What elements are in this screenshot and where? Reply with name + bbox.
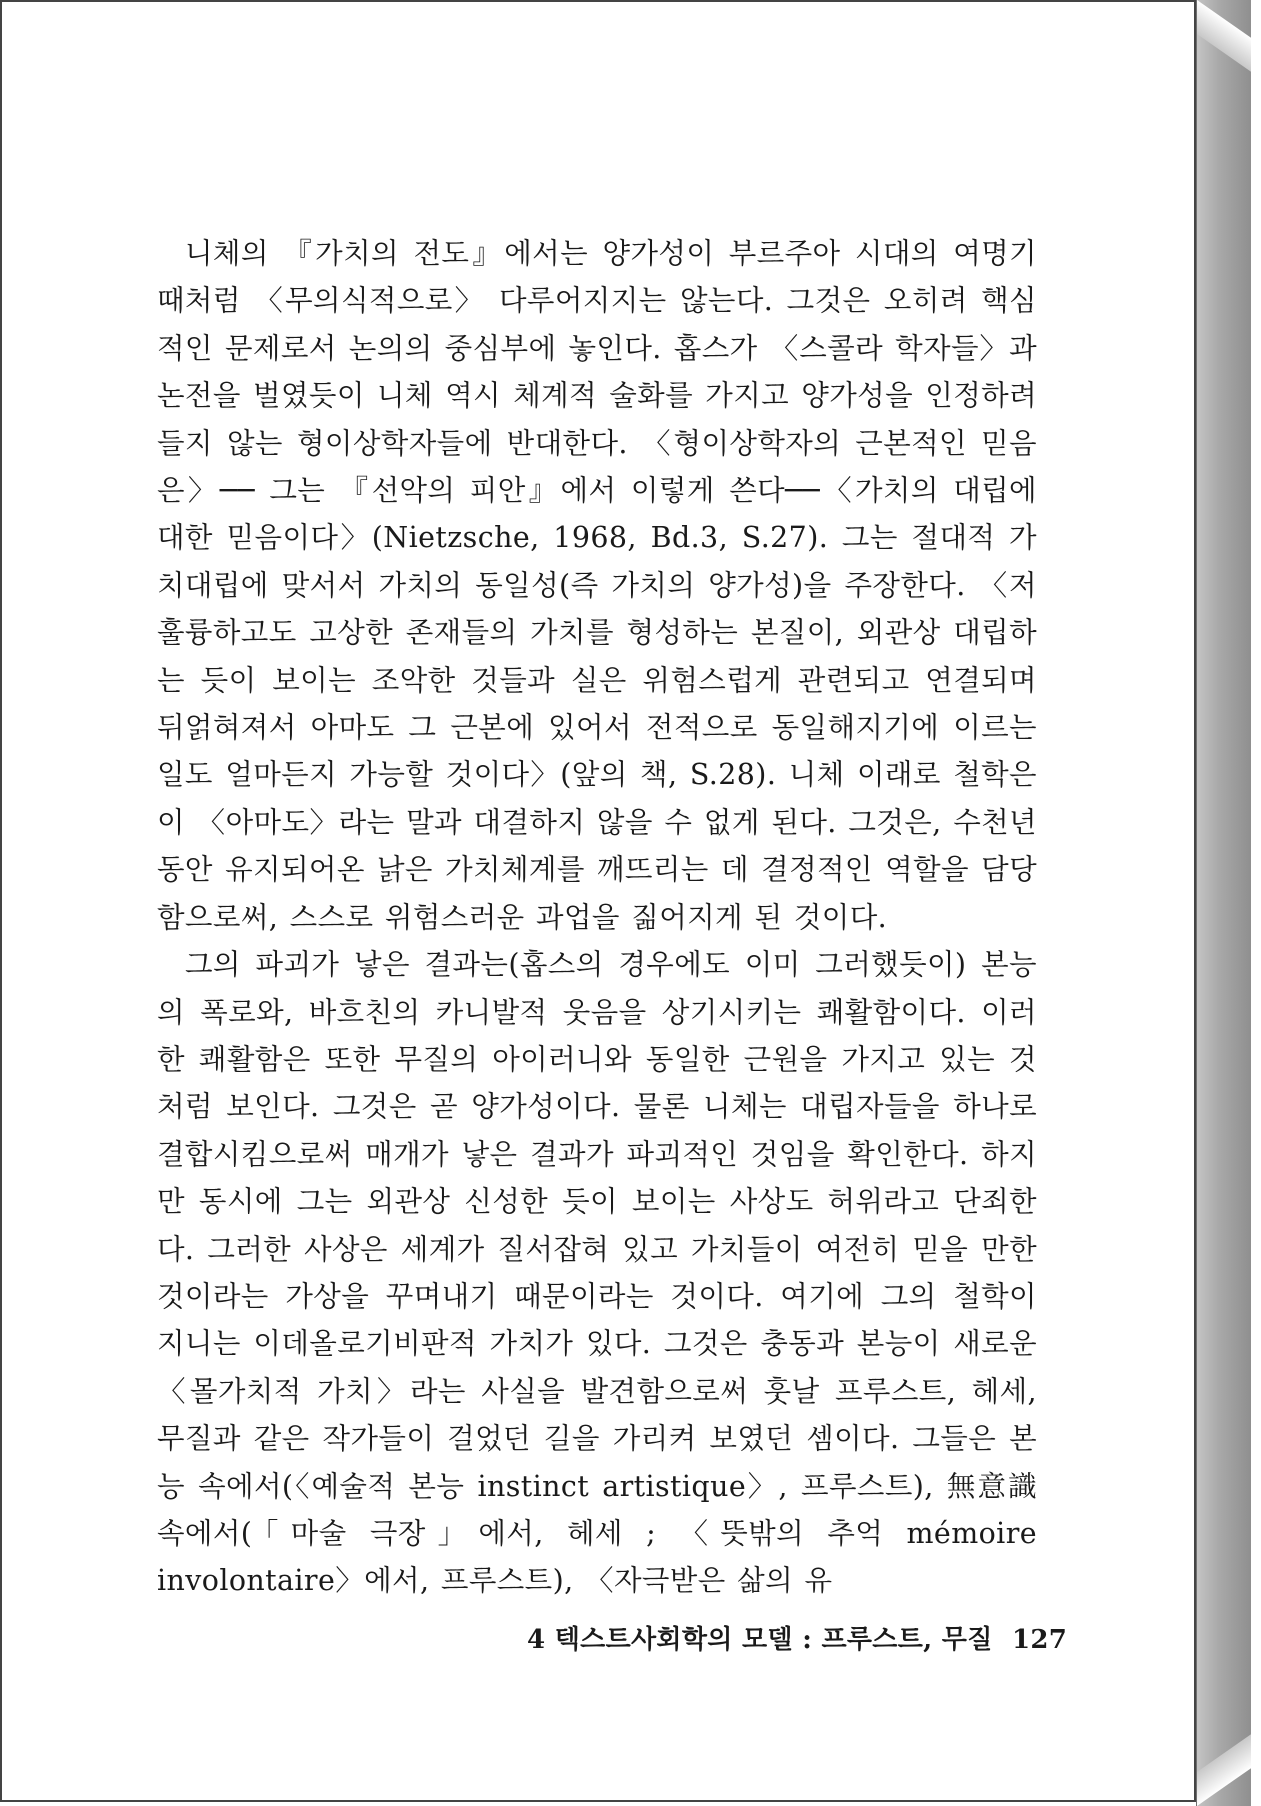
- paragraph-2: 그의 파괴가 낳은 결과는(홉스의 경우에도 이미 그러했듯이) 본능의 폭로와, 바흐친의 카니발적 웃음을 상기시키는 쾌활함이다. 이러한 쾌활함은 또한 무질의 아이러니와 동일한 근원을 가지고 있는 것처럼 보인다. 그것은 곧 양가성이다. 물론 니체는 대립자들을 하나로 결합시킴으로써 매개가 낳은 결과가 파괴적인 것임을 확인한다. 하지만 동시에 그는 외관상 신성한 듯이 보이는 사상도 허위라고 단죄한다. 그러한 사상은 세계가 질서잡혀 있고 가치들이 여전히 믿을 만한 것이라는 가상을 꾸며내기 때문이라는 것이다. 여기에 그의 철학이 지니는 이데올로기비판적 가치가 있다. 그것은 충동과 본능이 새로운 〈몰가치적 가치〉라는 사실을 발견함으로써 훗날 프루스트, 헤세, 무질과 같은 작가들이 걸었던 길을 가리켜 보였던 셈이다. 그들은 본능 속에서(〈예술적 본능 instinct artistique〉, 프루스트), 無意識 속에서(「마술 극장」에서, 헤세 ; 〈뜻밖의 추억 mémoire involontaire〉에서, 프루스트), 〈자극받은 삶의 유: [157, 948, 1037, 1598]
- page-stack-edge: [1196, 0, 1251, 1806]
- page-footer: [517, 1619, 1068, 1656]
- paragraph-1: 니체의 『가치의 전도』에서는 양가성이 부르주아 시대의 여명기 때처럼 〈무의식적으로〉 다루어지지는 않는다. 그것은 오히려 핵심적인 문제로서 논의의 중심부에 놓인다. 홉스가 〈스콜라 학자들〉과 논전을 벌였듯이 니체 역시 체계적 술화를 가지고 양가성을 인정하려 들지 않는 형이상학자들에 반대한다. 〈형이상학자의 근본적인 믿음은〉── 그는 『선악의 피안』에서 이렇게 쓴다──〈가치의 대립에 대한 믿음이다〉(Nietzsche, 1968, Bd.3, S.27). 그는 절대적 가치대립에 맞서서 가치의 동일성(즉 가치의 양가성)을 주장한다. 〈저 훌륭하고도 고상한 존재들의 가치를 형성하는 본질이, 외관상 대립하는 듯이 보이는 조악한 것들과 실은 위험스럽게 관련되고 연결되며 뒤얽혀져서 아마도 그 근본에 있어서 전적으로 동일해지기에 이르는 일도 얼마든지 가능할 것이다〉(앞의 책, S.28). 니체 이래로 철학은 이 〈아마도〉라는 말과 대결하지 않을 수 없게 된다. 그것은, 수천년 동안 유지되어온 낡은 가치체계를 깨뜨리는 데 결정적인 역할을 담당함으로써, 스스로 위험스러운 과업을 짊어지게 된 것이다.: [157, 237, 1037, 934]
- body-text: [157, 230, 1037, 1605]
- page-number: 127: [1012, 1625, 1068, 1655]
- running-footer-chapter: 4 텍스트사회학의 모델 : 프루스트, 무질: [527, 1625, 993, 1655]
